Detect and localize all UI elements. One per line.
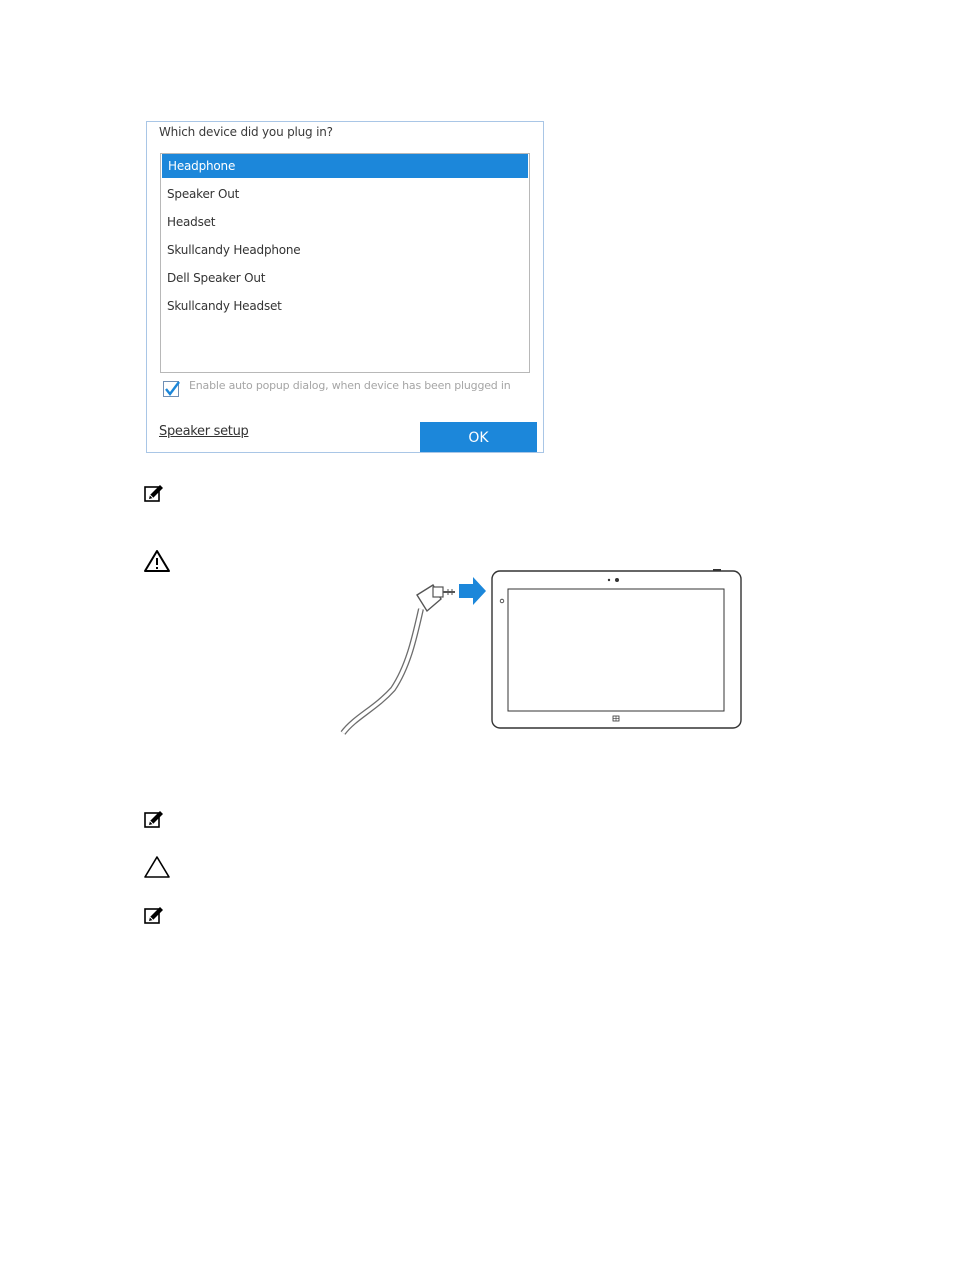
- checkmark-icon: [164, 381, 180, 397]
- autopopup-checkbox[interactable]: [163, 381, 179, 397]
- cable-tablet-illustration: [335, 565, 745, 737]
- blue-arrow-icon: [459, 577, 486, 605]
- note-pencil-icon: [144, 484, 166, 504]
- device-list[interactable]: [160, 153, 530, 373]
- device-dialog: [146, 121, 544, 453]
- list-item[interactable]: Skullcandy Headset: [167, 299, 282, 313]
- list-item[interactable]: Headphone: [162, 154, 528, 178]
- dialog-title: Which device did you plug in?: [159, 125, 333, 139]
- caution-triangle-icon: [143, 855, 171, 879]
- warning-icon: [143, 549, 171, 573]
- autopopup-label: Enable auto popup dialog, when device has been plugged in: [189, 379, 511, 392]
- ok-button[interactable]: OK: [420, 422, 537, 452]
- note-pencil-icon: [144, 810, 166, 830]
- list-item[interactable]: Skullcandy Headphone: [167, 243, 301, 257]
- autopopup-option: [163, 379, 511, 397]
- note-pencil-icon: [144, 906, 166, 926]
- list-item[interactable]: Headset: [167, 215, 216, 229]
- list-item[interactable]: Speaker Out: [167, 187, 240, 201]
- speaker-setup-link[interactable]: Speaker setup: [159, 424, 249, 439]
- list-item[interactable]: Dell Speaker Out: [167, 271, 266, 285]
